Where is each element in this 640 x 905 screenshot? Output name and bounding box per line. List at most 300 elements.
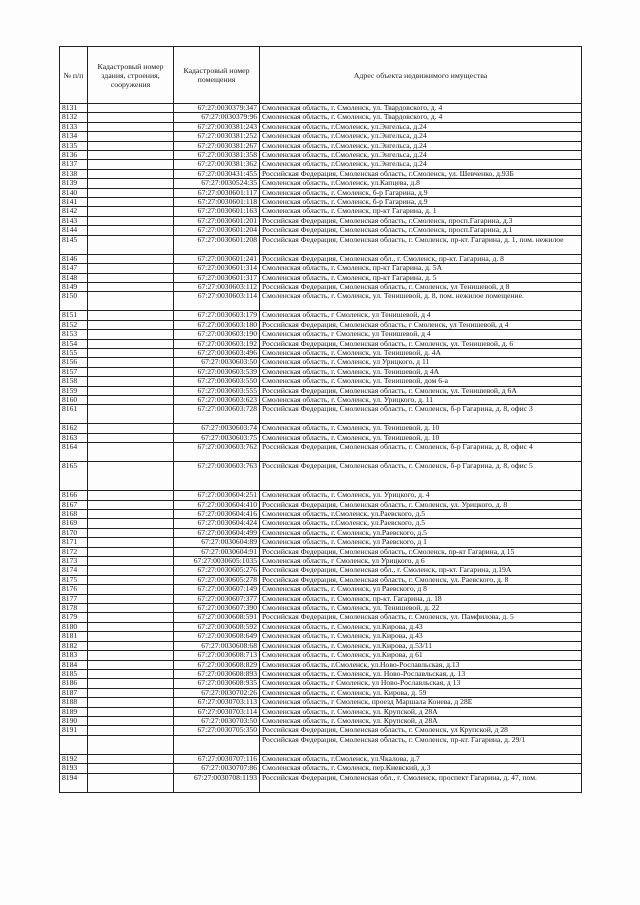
row-number: 8173 (60, 557, 88, 566)
table-row (60, 462, 582, 491)
row-address: Смоленская область, г. Смоленск, б-р Гагарина, д.9 (260, 198, 582, 207)
row-number: 8153 (60, 330, 88, 339)
row-room-cadastral: 67:27:0030608:68 (174, 641, 260, 650)
row-room-cadastral: 67:27:0030603:623 (174, 395, 260, 404)
row-building-cadastral (88, 207, 174, 216)
row-address: Российская Федерация, Смоленская область, г. Смоленск, б-р Гагарина, д. 8, офис 5 (260, 462, 582, 491)
row-room-cadastral: 67:27:0030603:539 (174, 367, 260, 376)
row-address: Смоленская область, г. Смоленск, ул. Тенишевой, дом 6-а (260, 377, 582, 386)
row-room-cadastral: 67:27:0030608:649 (174, 632, 260, 641)
table-row (60, 113, 582, 122)
row-room-cadastral: 67:27:0030603:190 (174, 330, 260, 339)
row-room-cadastral: 67:27:0030601:241 (174, 254, 260, 263)
row-room-cadastral: 67:27:0030524:35 (174, 179, 260, 188)
header-address: Адрес объекта недвижимого имущества (260, 47, 582, 104)
header-num: № п/п (60, 47, 88, 104)
table-row (60, 330, 582, 339)
row-room-cadastral: 67:27:0030601:204 (174, 226, 260, 235)
table-row (60, 141, 582, 150)
row-room-cadastral: 67:27:0030702:26 (174, 688, 260, 697)
row-building-cadastral (88, 254, 174, 263)
row-building-cadastral (88, 575, 174, 584)
row-number: 8189 (60, 707, 88, 716)
row-number: 8160 (60, 395, 88, 404)
row-building-cadastral (88, 169, 174, 178)
table-row (60, 660, 582, 669)
row-number: 8142 (60, 207, 88, 216)
row-room-cadastral: 67:27:0030604:416 (174, 510, 260, 519)
row-building-cadastral (88, 669, 174, 678)
row-room-cadastral: 67:27:0030603:728 (174, 405, 260, 424)
row-number: 8179 (60, 613, 88, 622)
table-row (60, 538, 582, 547)
row-building-cadastral (88, 735, 174, 754)
row-address: Смоленская область, г.Смоленск, ул.Энгельса, д.24 (260, 160, 582, 169)
table-row (60, 386, 582, 395)
table-row (60, 122, 582, 131)
row-number: 8148 (60, 273, 88, 282)
row-number: 8194 (60, 773, 88, 792)
row-address: Смоленская область, г. Смоленск, ул. Тенишевой, д. 4А (260, 348, 582, 357)
table-row (60, 282, 582, 291)
row-address: Российская Федерация, Смоленская область, г. Смоленск, ул. Тенишевой, д 6А (260, 386, 582, 395)
row-room-cadastral: 67:27:0030603:179 (174, 311, 260, 320)
table-row (60, 377, 582, 386)
table-row (60, 292, 582, 311)
row-number: 8172 (60, 547, 88, 556)
row-address: Смоленская область, г.Смоленск, ул.Раевского, д.5 (260, 510, 582, 519)
row-number: 8169 (60, 519, 88, 528)
row-address: Российская Федерация, Смоленская область, г Смоленск, ул Тенишевой, д 4 (260, 320, 582, 329)
table-row (60, 735, 582, 754)
row-number: 8156 (60, 358, 88, 367)
row-building-cadastral (88, 433, 174, 442)
row-room-cadastral: 67:27:0030604:424 (174, 519, 260, 528)
table-row (60, 622, 582, 631)
row-address: Российская Федерация, Смоленская область, г. Смоленск, ул Тенишевой, д 8 (260, 282, 582, 291)
row-room-cadastral: 67:27:0030604:251 (174, 491, 260, 500)
row-address: Смоленская область, г. Смоленск, ул.Кирова, д.53/11 (260, 641, 582, 650)
row-room-cadastral: 67:27:0030603:180 (174, 320, 260, 329)
row-number: 8190 (60, 716, 88, 725)
row-room-cadastral: 67:27:0030603:74 (174, 424, 260, 433)
row-address: Смоленская область, г. Смоленск, ул. Тенишевой, д. 10 (260, 424, 582, 433)
row-number: 8134 (60, 132, 88, 141)
row-address: Российская Федерация, Смоленская область, г. Смоленск, пр-кт. Гагарина, д. 1, пом. нежилое (260, 235, 582, 254)
row-number: 8162 (60, 424, 88, 433)
row-building-cadastral (88, 698, 174, 707)
row-number: 8141 (60, 198, 88, 207)
table-row (60, 179, 582, 188)
row-room-cadastral: 67:27:0030601:118 (174, 198, 260, 207)
row-building-cadastral (88, 632, 174, 641)
row-room-cadastral: 67:27:0030603:192 (174, 339, 260, 348)
row-address: Смоленская область, г. Смоленск, ул.Кирова, д.43 (260, 632, 582, 641)
property-register-table (59, 46, 582, 793)
table-row (60, 716, 582, 725)
table-row (60, 151, 582, 160)
row-building-cadastral (88, 377, 174, 386)
row-room-cadastral: 67:27:0030603:496 (174, 348, 260, 357)
row-building-cadastral (88, 264, 174, 273)
table-row (60, 348, 582, 357)
row-address: Смоленская область, г. Смоленск, ул. Твардовского, д. 4 (260, 113, 582, 122)
row-building-cadastral (88, 122, 174, 131)
table-row (60, 188, 582, 197)
row-number: 8174 (60, 566, 88, 575)
row-building-cadastral (88, 160, 174, 169)
table-row (60, 424, 582, 433)
row-room-cadastral: 67:27:0030608:829 (174, 660, 260, 669)
row-address: Смоленская область, г.Смоленск, ул.Энгельса, д.24 (260, 132, 582, 141)
row-address: Смоленская область, г. Смоленск, ул. Ново-Рославльская, д. 13 (260, 669, 582, 678)
table-row (60, 339, 582, 348)
row-building-cadastral (88, 688, 174, 697)
row-room-cadastral: 67:27:0030381:362 (174, 160, 260, 169)
table-row (60, 433, 582, 442)
table-row (60, 235, 582, 254)
table-row (60, 519, 582, 528)
row-address: Смоленская область, г. Смоленск, ул. Крупской, д 28А (260, 707, 582, 716)
row-building-cadastral (88, 462, 174, 491)
row-address: Российская Федерация, Смоленская область, г. Смоленск, б-р Гагарина, д. 8, офис 4 (260, 443, 582, 462)
row-building-cadastral (88, 367, 174, 376)
row-building-cadastral (88, 754, 174, 763)
row-room-cadastral: 67:27:0030603:763 (174, 462, 260, 491)
table-row (60, 547, 582, 556)
row-number: 8157 (60, 367, 88, 376)
row-address: Смоленская область, г.Смоленск, ул.Энгельса, д.24 (260, 151, 582, 160)
row-number: 8181 (60, 632, 88, 641)
table-row (60, 443, 582, 462)
row-room-cadastral: 67:27:0030431:455 (174, 169, 260, 178)
row-building-cadastral (88, 679, 174, 688)
row-building-cadastral (88, 510, 174, 519)
row-room-cadastral: 67:27:0030703:113 (174, 698, 260, 707)
header-room-cadastral: Кадастровый номер помещения (174, 47, 260, 104)
row-number: 8192 (60, 754, 88, 763)
table-row (60, 198, 582, 207)
row-number: 8184 (60, 660, 88, 669)
row-number: 8165 (60, 462, 88, 491)
row-number: 8175 (60, 575, 88, 584)
row-address: Смоленская область, г.Смоленск, ул.Капцева, д.8 (260, 179, 582, 188)
row-address: Смоленская область, г.Смоленск, ул.Энгельса, д.24 (260, 122, 582, 131)
row-number: 8139 (60, 179, 88, 188)
row-room-cadastral: 67:27:0030707:86 (174, 764, 260, 773)
row-building-cadastral (88, 216, 174, 225)
table-row (60, 273, 582, 282)
table-row (60, 226, 582, 235)
row-number: 8180 (60, 622, 88, 631)
row-room-cadastral: 67:27:0030603:550 (174, 377, 260, 386)
row-address: Смоленская область, г. Смоленск, пр-кт Гагарина, д. 5А (260, 264, 582, 273)
row-building-cadastral (88, 311, 174, 320)
table-row (60, 566, 582, 575)
row-number: 8147 (60, 264, 88, 273)
row-address: Смоленская область, г.Смоленск, ул.Чкалова, д.7 (260, 754, 582, 763)
row-number: 8158 (60, 377, 88, 386)
table-row (60, 613, 582, 622)
row-room-cadastral: 67:27:0030608:935 (174, 679, 260, 688)
row-number: 8186 (60, 679, 88, 688)
row-room-cadastral: 67:27:0030603:555 (174, 386, 260, 395)
table-row (60, 169, 582, 178)
row-address: Российская Федерация, Смоленская область, г. Смоленск, ул. Памфилова, д. 5 (260, 613, 582, 622)
row-room-cadastral: 67:27:0030601:208 (174, 235, 260, 254)
row-room-cadastral: 67:27:0030608:592 (174, 622, 260, 631)
row-room-cadastral: 67:27:0030703:50 (174, 716, 260, 725)
row-building-cadastral (88, 405, 174, 424)
row-building-cadastral (88, 764, 174, 773)
row-number: 8154 (60, 339, 88, 348)
row-room-cadastral: 67:27:0030603:114 (174, 292, 260, 311)
row-address: Смоленская область, г. Смоленск, пр-кт Гагарина, д. 5 (260, 273, 582, 282)
row-address: Смоленская область, г. Смоленск, ул. Кирова, д. 59 (260, 688, 582, 697)
table-row (60, 585, 582, 594)
header-building-cadastral: Кадастровый номер здания, строения, сооружения (88, 47, 174, 104)
row-building-cadastral (88, 320, 174, 329)
row-room-cadastral: 67:27:0030381:252 (174, 132, 260, 141)
row-number: 8135 (60, 141, 88, 150)
table-row (60, 311, 582, 320)
row-building-cadastral (88, 226, 174, 235)
row-number: 8136 (60, 151, 88, 160)
row-room-cadastral: 67:27:0030703:114 (174, 707, 260, 716)
row-address: Смоленская область, г.Смоленск, ул.Энгельса, д.24 (260, 141, 582, 150)
row-room-cadastral: 67:27:0030607:390 (174, 604, 260, 613)
row-room-cadastral: 67:27:0030601:163 (174, 207, 260, 216)
row-room-cadastral: 67:27:0030381:243 (174, 122, 260, 131)
row-number: 8188 (60, 698, 88, 707)
row-building-cadastral (88, 538, 174, 547)
row-building-cadastral (88, 348, 174, 357)
table-row (60, 216, 582, 225)
row-room-cadastral: 67:27:0030607:377 (174, 594, 260, 603)
row-room-cadastral: 67:27:0030603:75 (174, 433, 260, 442)
table-row (60, 320, 582, 329)
row-address: Смоленская область, г. Смоленск, ул.Кирова, д 61 (260, 651, 582, 660)
row-address: Смоленская область, г. Смоленск, ул. Тенишевой, д. 10 (260, 433, 582, 442)
row-address: Смоленская область, г. Смоленск, ул. Тенишевой, д. 22 (260, 604, 582, 613)
row-address: Российская Федерация, Смоленская область, г.Смоленск, пр-кт Гагарина, д 15 (260, 547, 582, 556)
table-row (60, 367, 582, 376)
row-building-cadastral (88, 651, 174, 660)
row-address: Российская Федерация, Смоленская область, г.Смоленск, просп.Гагарина, д.3 (260, 216, 582, 225)
row-number: 8133 (60, 122, 88, 131)
table-row (60, 500, 582, 509)
table-header-row (60, 47, 582, 104)
row-number: 8150 (60, 292, 88, 311)
table-row (60, 132, 582, 141)
row-room-cadastral: 67:27:0030379:96 (174, 113, 260, 122)
row-number: 8145 (60, 235, 88, 254)
row-address: Смоленская область, г. Смоленск, ул.Кирова, д.43 (260, 622, 582, 631)
row-address: Смоленская область, г. Смоленск, ул. Твардовского, д. 4 (260, 104, 582, 113)
row-number: 8152 (60, 320, 88, 329)
row-address: Смоленская область, г. Смоленск, ул Урицкого, д 11 (260, 358, 582, 367)
row-room-cadastral: 67:27:0030605:1035 (174, 557, 260, 566)
row-number: 8143 (60, 216, 88, 225)
row-address: Смоленская область, г. Смоленск, пр-кт Гагарина, д. 1 (260, 207, 582, 216)
row-building-cadastral (88, 585, 174, 594)
row-building-cadastral (88, 151, 174, 160)
row-building-cadastral (88, 566, 174, 575)
row-building-cadastral (88, 491, 174, 500)
row-address: Смоленская область, г.Смоленск, ул.Раевского, д.5 (260, 519, 582, 528)
row-address: Смоленская область, г Смоленск, ул Урицкого, д 6 (260, 557, 582, 566)
table-row (60, 207, 582, 216)
table-row (60, 395, 582, 404)
row-room-cadastral: 67:27:0030608:893 (174, 669, 260, 678)
row-building-cadastral (88, 519, 174, 528)
row-building-cadastral (88, 594, 174, 603)
row-number: 8193 (60, 764, 88, 773)
row-building-cadastral (88, 500, 174, 509)
row-room-cadastral: 67:27:0030705:350 (174, 726, 260, 735)
row-number: 8170 (60, 528, 88, 537)
row-address: Смоленская область, г. Смоленск, б-р Гагарина, д.9 (260, 188, 582, 197)
table-row (60, 528, 582, 537)
row-building-cadastral (88, 557, 174, 566)
row-building-cadastral (88, 528, 174, 537)
row-building-cadastral (88, 395, 174, 404)
row-number: 8144 (60, 226, 88, 235)
row-building-cadastral (88, 104, 174, 113)
row-number: 8132 (60, 113, 88, 122)
row-address: Смоленская область, г. Смоленск, ул. Урицкого, д. 11 (260, 395, 582, 404)
row-number: 8164 (60, 443, 88, 462)
row-number: 8182 (60, 641, 88, 650)
table-row (60, 104, 582, 113)
row-address: Смоленская область, г Смоленск, ул Тенишевой, д 4 (260, 330, 582, 339)
row-room-cadastral: 67:27:0030381:267 (174, 141, 260, 150)
table-row (60, 632, 582, 641)
row-number: 8178 (60, 604, 88, 613)
row-number: 8191 (60, 726, 88, 735)
row-address: Смоленская область, г. Смоленск, ул Раевского, д 1 (260, 538, 582, 547)
table-row (60, 688, 582, 697)
row-building-cadastral (88, 622, 174, 631)
row-room-cadastral: 67:27:0030603:50 (174, 358, 260, 367)
row-number: 8187 (60, 688, 88, 697)
row-building-cadastral (88, 424, 174, 433)
row-room-cadastral: 67:27:0030604:91 (174, 547, 260, 556)
row-building-cadastral (88, 547, 174, 556)
row-address: Смоленская область, г. Смоленск, ул. Урицкого, д. 4 (260, 491, 582, 500)
row-number: 8183 (60, 651, 88, 660)
row-number: 8168 (60, 510, 88, 519)
row-building-cadastral (88, 707, 174, 716)
row-address: Смоленская область, г. Смоленск, пр-кт. Гагарина, д. 18 (260, 594, 582, 603)
row-address: Смоленская область, г. Смоленск, ул. Крупской, д 28А (260, 716, 582, 725)
row-address: Российская Федерация, Смоленская область, г. Смоленск, ул. Раевского, д. 8 (260, 575, 582, 584)
row-building-cadastral (88, 235, 174, 254)
row-room-cadastral: 67:27:0030608:713 (174, 651, 260, 660)
table-row (60, 358, 582, 367)
row-room-cadastral: 67:27:0030603:762 (174, 443, 260, 462)
row-address: Российская Федерация, Смоленская область, г. Смоленск, ул. Урицкого, д. 8 (260, 500, 582, 509)
row-building-cadastral (88, 292, 174, 311)
row-room-cadastral: 67:27:0030604:499 (174, 528, 260, 537)
row-building-cadastral (88, 358, 174, 367)
row-number: 8131 (60, 104, 88, 113)
row-number: 8167 (60, 500, 88, 509)
row-number (60, 735, 88, 754)
row-room-cadastral: 67:27:0030605:276 (174, 566, 260, 575)
row-room-cadastral: 67:27:0030379:347 (174, 104, 260, 113)
row-room-cadastral: 67:27:0030608:591 (174, 613, 260, 622)
row-building-cadastral (88, 141, 174, 150)
row-building-cadastral (88, 179, 174, 188)
row-address: Смоленская область, г. Смоленск, ул. Тенишевой, д 4А (260, 367, 582, 376)
row-building-cadastral (88, 716, 174, 725)
row-building-cadastral (88, 726, 174, 735)
table-row (60, 604, 582, 613)
row-number: 8155 (60, 348, 88, 357)
row-address: Российская Федерация, Смоленская область, г. Смоленск, пр-кт. Гагарина, д. 29/1 (260, 735, 582, 754)
row-number: 8171 (60, 538, 88, 547)
table-row (60, 698, 582, 707)
row-number: 8176 (60, 585, 88, 594)
table-row (60, 679, 582, 688)
row-room-cadastral: 67:27:0030601:314 (174, 264, 260, 273)
row-room-cadastral: 67:27:0030601:317 (174, 273, 260, 282)
row-room-cadastral: 67:27:0030601:201 (174, 216, 260, 225)
table-row (60, 726, 582, 735)
table-row (60, 651, 582, 660)
row-address: Смоленская область, г Смоленск, ул Ново-Рославльская, д 13 (260, 679, 582, 688)
table-row (60, 491, 582, 500)
row-address: Российская Федерация, Смоленская область, г. Смоленск, ул Крупской, д 28 (260, 726, 582, 735)
row-building-cadastral (88, 198, 174, 207)
row-building-cadastral (88, 443, 174, 462)
row-room-cadastral: 67:27:0030607:149 (174, 585, 260, 594)
row-number: 8149 (60, 282, 88, 291)
table-row (60, 754, 582, 763)
row-address: Российская Федерация, Смоленская обл., г. Смоленск, пр-кт. Гагарина, д.19А (260, 566, 582, 575)
table-row (60, 641, 582, 650)
row-room-cadastral: 67:27:0030605:278 (174, 575, 260, 584)
row-number: 8138 (60, 169, 88, 178)
row-building-cadastral (88, 282, 174, 291)
row-building-cadastral (88, 660, 174, 669)
row-address: Смоленская область, г.Смоленск, ул.Ново-Рославльская, д.13 (260, 660, 582, 669)
row-building-cadastral (88, 386, 174, 395)
row-address: Российская Федерация, Смоленская область, г.Смоленск, ул. Шевченко, д.93Б (260, 169, 582, 178)
row-building-cadastral (88, 339, 174, 348)
row-number: 8166 (60, 491, 88, 500)
table-row (60, 160, 582, 169)
row-address: Российская Федерация, Смоленская обл., г. Смоленск, проспект Гагарина, д. 47, пом. (260, 773, 582, 792)
table-row (60, 594, 582, 603)
row-address: Российская Федерация, Смоленская область, г. Смоленск, б-р Гагарина, д. 8, офис 3 (260, 405, 582, 424)
row-address: Смоленская область, г. Смоленск, ул Раевского, д 8 (260, 585, 582, 594)
row-address: Российская Федерация, Смоленская обл., г. Смоленск, пр-кт. Гагарина, д. 8 (260, 254, 582, 263)
row-building-cadastral (88, 188, 174, 197)
table-row (60, 575, 582, 584)
row-address: Смоленская область, г Смоленск, проезд Маршала Конева, д 28Е (260, 698, 582, 707)
table-row (60, 773, 582, 792)
row-number: 8140 (60, 188, 88, 197)
row-address: Смоленская область, г Смоленск, ул Тенишевой, д 4 (260, 311, 582, 320)
row-number: 8185 (60, 669, 88, 678)
table-row (60, 254, 582, 263)
row-building-cadastral (88, 273, 174, 282)
row-number: 8163 (60, 433, 88, 442)
row-building-cadastral (88, 604, 174, 613)
row-room-cadastral: 67:27:0030708:1193 (174, 773, 260, 792)
